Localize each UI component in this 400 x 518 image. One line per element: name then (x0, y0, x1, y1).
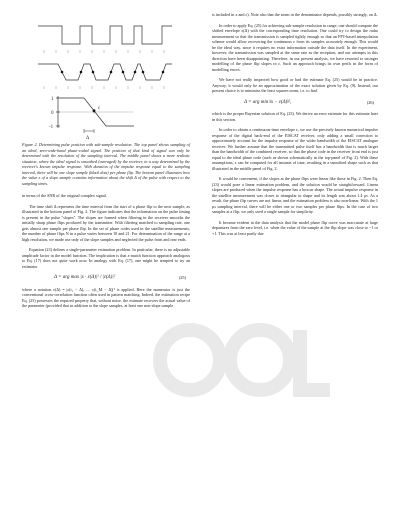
equation-26 (212, 100, 378, 106)
delta-label: Δ (86, 136, 90, 141)
bottom-panel (56, 96, 134, 133)
top-sample-ticks (44, 50, 164, 53)
tick-label-zero: 0 (51, 111, 54, 116)
watermark-graphic (150, 300, 340, 420)
square-wave (38, 26, 172, 44)
middle-panel (38, 64, 172, 89)
figure-2 (22, 12, 190, 188)
figure-caption: Figure 2. Determining pulse position with sub-sample resolution. The top panel shows sampling of an ideal, zero-wide-band phase-coded signal. The position of that kind of signal can only be determined with the resolution of the sampling interval. The middle panel shows a more realistic situation, where the ideal signal is smoothed (averaged) by the receiver, in a way determined by the receiver's known impulse response. With duration of the impulse response equal to the sampling interval, there will be one slope sample (black dots) per phase flip. The bottom panel illustrates how the value ε of a slope sample contains information about the shift Δ of the pulse with respect to the sampling times. (22, 142, 190, 186)
right-paragraph-6: It would be convenient, if the slopes at the phase flips were linear like those in Fig. 2. Then Eq. (23) would pose a linear estimation problem, and the solution would be straightforward. Linear slopes are produced when the impulse response has a boxcar shape. The actual impulse response in the satellite measurement was closer to triangular in shape and its length was about 1.4 μs. As a result, the phase flip curves are not linear, and the estimation problem is also non-linear. With the 1 μs sampling interval, there will be either one or two samples per phase flips. In the case of two samples at a flip, we only used a single sample for simplicity. (212, 176, 378, 214)
right-paragraph-2: In order to apply Eq. (25) for achieving sub-sample resolution in range, one should compute the shifted envelope ε(Δ) with the corresponding time resolution. One could try to design the radar measurement so that the transmission is sampled tightly enough so that an FFT-based interpolation scheme would allow recovering the continuous ε from its samples accurately enough. This would be the ideal way, since it requires no extra information outside the data itself. In the experiment, however, the transmission was sampled at the same rate as the reception, and our attempts in this direction have been disappointing. Therefore, in our present analysis, we have resorted to stronger modelling of the phase flip slopes in ε. Such an approach brings its own perils in the form of modelling errors. (212, 22, 378, 72)
equation-26-body: Δ = arg min ‖x − ε(Δ)‖², (244, 99, 292, 105)
slope-samples (61, 71, 165, 74)
top-panel (38, 26, 172, 53)
right-column (212, 12, 378, 236)
epsilon-sample (93, 109, 96, 112)
left-column (22, 12, 190, 309)
equation-25-body: Δ = arg max |x · ε(Δ)|² / |ε(Δ)|² (54, 275, 116, 280)
equation-25-number: (25) (178, 275, 186, 280)
smoothed-wave (38, 64, 172, 80)
tick-label-minus-one: -1 (49, 125, 54, 130)
middle-sample-ticks (44, 86, 164, 89)
right-paragraph-5: In order to obtain a continuous-time envelope ε, we use the precisely known numerical impulse response of the digital back-end of the EISCAT receiver, only adding a small correction to approximately account for the impulse response of the wider bandwidth of the EISCAT analogue receiver. We further assume that the transmitted pulse itself has a bandwidth that is much larger than the bandwidth of the combined receiver, so that the phase code in the receiver front end is just equal to the ideal phase code (such as shown schematically in the top-panel of Fig. 2). With these assumptions, ε can be computed for all instants of time, resulting in a smoothed shape such as that illustrated in the middle panel of Fig. 2. (212, 127, 378, 171)
tick-label-one: 1 (51, 97, 54, 102)
left-paragraph-1: in terms of the SNR of the original complex signal. (22, 193, 107, 198)
left-paragraph-4: where a notation ε(Δ) = |ε(t₁ − Δ), ..., ε(t_M − Δ)|ᵀ is applied. Here the numerator is just the conventional cross-correlation function often used in pattern matching. Indeed, the estimation recipe Eq. (25) possesses the required property that, without noise, the estimate recovers the actual value of the parameter (provided that in addition to the slope samples, at least one non-slope sample (22, 286, 190, 308)
equation-26-number: (26) (366, 99, 374, 105)
right-paragraph-7: It became evident in the data analysis that the model phase flip curve was inaccurate at large departures from the zero level, i.e. when the value of the sample at the flip slope was close to −1 or +1. This was at least partly due (212, 219, 378, 236)
epsilon-label: ε (98, 106, 100, 111)
right-paragraph-3: We have not really inspected how good or bad the estimate Eq. (25) would be in practice. Anyway, it would only be an approximation of the exact solution given by Eq. (9). Instead, our present choice is to minimise the least squares norm, i.e. to find (212, 77, 378, 93)
equation-25 (22, 275, 190, 281)
right-paragraph-1: is included in x and ε). Note also that the norm in the denominator depends, possibly strongly, on Δ. (212, 12, 378, 17)
left-paragraph-2: The time shift Δ represents the time interval from the start of a phase flip to the next sample, as illustrated in the bottom panel of Fig. 2. The figure indicates that the information on the pulse timing is present in the pulse "slopes". The slopes are formed when filtering in the receiver smooths the initially sharp phase flips produced by the transmitter. With filtering matched to sampling rate, one gets almost one sample per phase flip. In the set of phase codes used in the satellite measurements, the number of phase flips N in a pulse varies between 10 and 21. For determination of the range at a high resolution, we made use only of the slope samples and neglected the pulse front and rear ends. (22, 203, 190, 242)
left-paragraph-3: Equation (23) defines a single-parameter estimation problem. In particular, there is no adjustable amplitude factor in the model function. The implication is that a match function approach analogous to Eq. (17) does not quite work now. In analogy with Eq. (17), one might be tempted to try an estimator (22, 247, 190, 269)
right-paragraph-4: which is the proper Bayesian solution of Eq. (23). We derive an error estimate for this estimate later in this section. (212, 111, 378, 122)
